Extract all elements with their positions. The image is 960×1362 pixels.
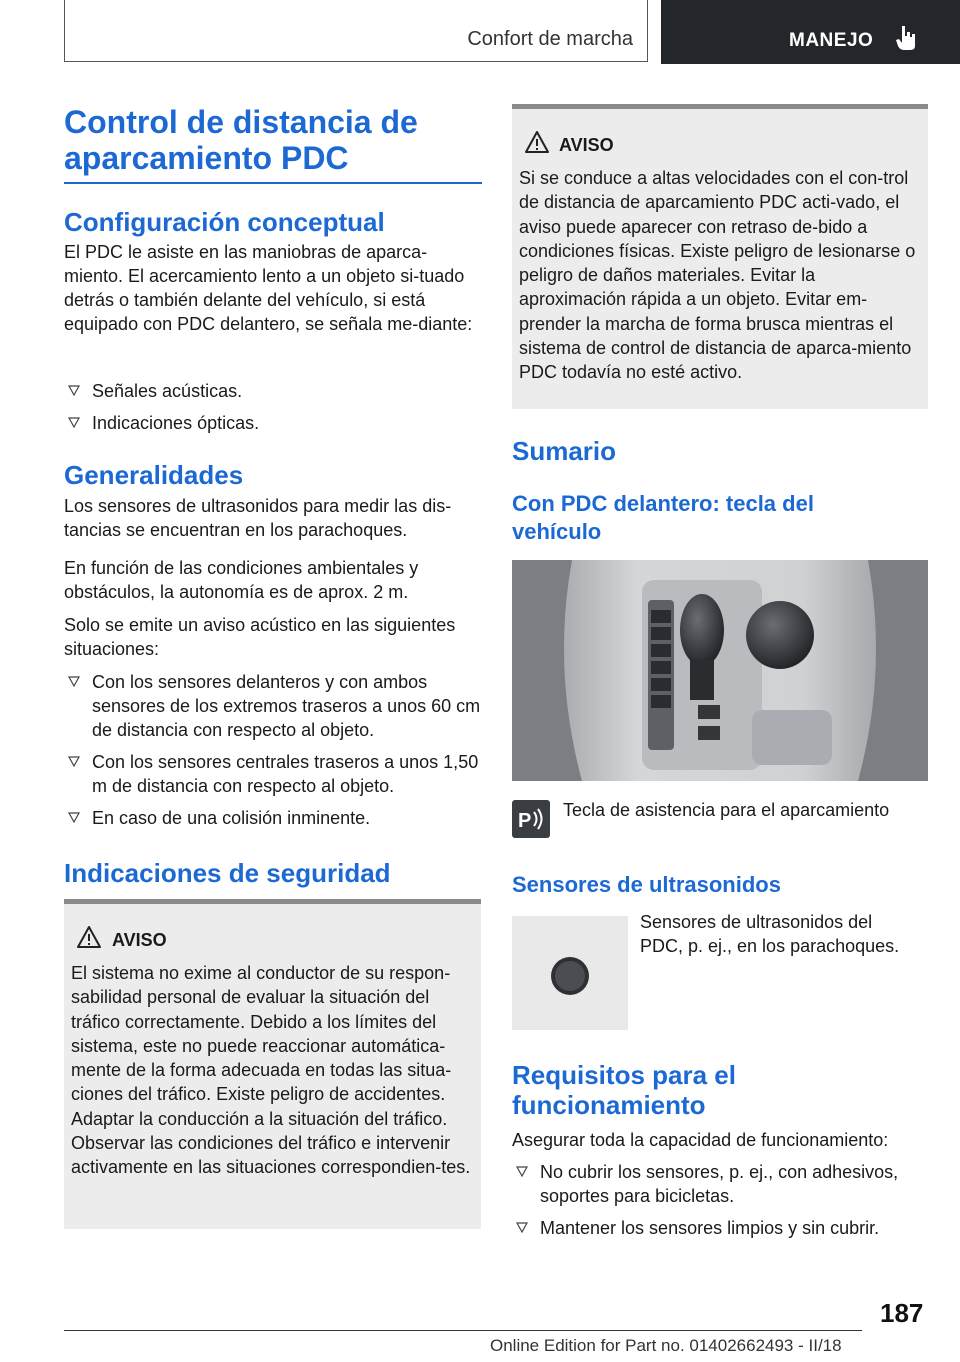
requirements-heading: Requisitos para el funcionamiento [512, 1060, 736, 1120]
header-chapter-label: MANEJO [789, 30, 874, 51]
triangle-bullet-icon [68, 676, 80, 687]
steering-hand-icon [894, 24, 920, 52]
general-heading: Generalidades [64, 460, 244, 490]
triangle-bullet-icon [68, 417, 80, 428]
concept-heading: Configuración conceptual [64, 207, 385, 237]
warning-triangle-icon [76, 925, 102, 949]
list-item [512, 1216, 928, 1240]
warning-box-right [512, 104, 928, 409]
general-bullet-list [64, 670, 482, 830]
warning-label: AVISO [112, 930, 167, 950]
center-console-photo [512, 560, 928, 781]
list-item [64, 670, 482, 742]
warning-text: Si se conduce a altas velocidades con el con-trol de distancia de aparcamiento PDC acti-vado, el aviso puede aparecer con retraso de-bido a condiciones físicas. Existe peligro de lesionarse o peligro de daños materiales. Evitar la aproximación rápida a un objeto. Evitar em-prender la marcha de forma brusca mientras el sistema de control de distancia de aparca-miento PDC todavía no esté activo. [519, 168, 916, 383]
list-item [64, 379, 482, 403]
concept-bullet-list [64, 379, 482, 435]
requirements-text: Asegurar toda la capacidad de funcionamiento: [512, 1130, 889, 1150]
page-number: 187 [880, 1298, 924, 1328]
warning-top-bar [512, 104, 928, 109]
triangle-bullet-icon [516, 1222, 528, 1233]
general-paragraph-2: En función de las condiciones ambientales y obstáculos, la autonomía es de aprox. 2 m. [64, 558, 419, 602]
triangle-bullet-icon [516, 1166, 528, 1177]
ultrasonic-sensor-image [512, 916, 628, 1030]
front-pdc-heading: Con PDC delantero: tecla del vehículo [512, 491, 814, 544]
footer-rule [64, 1330, 862, 1331]
list-item-text: Señales acústicas. [92, 381, 243, 401]
list-item [512, 1160, 928, 1208]
sensors-text: Sensores de ultrasonidos del PDC, p. ej., en los parachoques. [640, 912, 900, 956]
concept-text: El PDC le asiste en las maniobras de aparca-miento. El acercamiento lento a un objeto si-tuado detrás o también delante del vehículo, si está equipado con PDC delantero, se señala me-diante: [64, 242, 473, 334]
list-item [64, 411, 482, 435]
warning-text: El sistema no exime al conductor de su respon-sabilidad personal de evaluar la situación del tráfico correctamente. Debido a los límites del sistema, este no puede reaccionar automática-mente de la forma adecuada en todas las situa-ciones del tráfico. Existe peligro de accidentes. Adaptar la conducción a la situación del tráfico. Observar las condiciones del tráfico e intervenir activamente en las situaciones correspondien-tes. [71, 963, 471, 1178]
list-item-text: Indicaciones ópticas. [92, 413, 260, 433]
park-assist-button-icon [512, 800, 550, 838]
header-section-box [64, 0, 648, 62]
list-item [64, 750, 482, 798]
list-item-text: No cubrir los sensores, p. ej., con adhesivos, soportes para bicicletas. [540, 1162, 899, 1206]
header-section-title: Confort de marcha [467, 28, 633, 50]
warning-box-left [64, 899, 481, 1229]
safety-heading: Indicaciones de seguridad [64, 858, 391, 888]
general-paragraph-3: Solo se emite un aviso acústico en las siguientes situaciones: [64, 615, 456, 659]
triangle-bullet-icon [68, 385, 80, 396]
requirements-bullet-list [512, 1160, 928, 1240]
page-title: Control de distancia de aparcamiento PDC [64, 104, 418, 176]
footer-edition: Online Edition for Part no. 01402662493 - II/18 [490, 1336, 842, 1355]
warning-triangle-icon [524, 130, 550, 154]
sensors-heading: Sensores de ultrasonidos [512, 872, 781, 897]
list-item [64, 806, 482, 830]
triangle-bullet-icon [68, 812, 80, 823]
triangle-bullet-icon [68, 756, 80, 767]
list-item-text: Con los sensores centrales traseros a unos 1,50 m de distancia con respecto al objeto. [92, 752, 479, 796]
button-caption: Tecla de asistencia para el aparcamiento [563, 800, 890, 820]
list-item-text: En caso de una colisión inminente. [92, 808, 371, 828]
summary-heading: Sumario [512, 436, 617, 466]
warning-label: AVISO [559, 135, 614, 155]
svg-text:P: P [518, 810, 532, 832]
list-item-text: Mantener los sensores limpios y sin cubrir. [540, 1218, 880, 1238]
title-rule [64, 182, 482, 184]
general-paragraph-1: Los sensores de ultrasonidos para medir las dis-tancias se encuentran en los parachoques. [64, 496, 452, 540]
warning-top-bar [64, 899, 481, 904]
list-item-text: Con los sensores delanteros y con ambos sensores de los extremos traseros a unos 60 cm de distancia con respecto al objeto. [92, 672, 481, 740]
